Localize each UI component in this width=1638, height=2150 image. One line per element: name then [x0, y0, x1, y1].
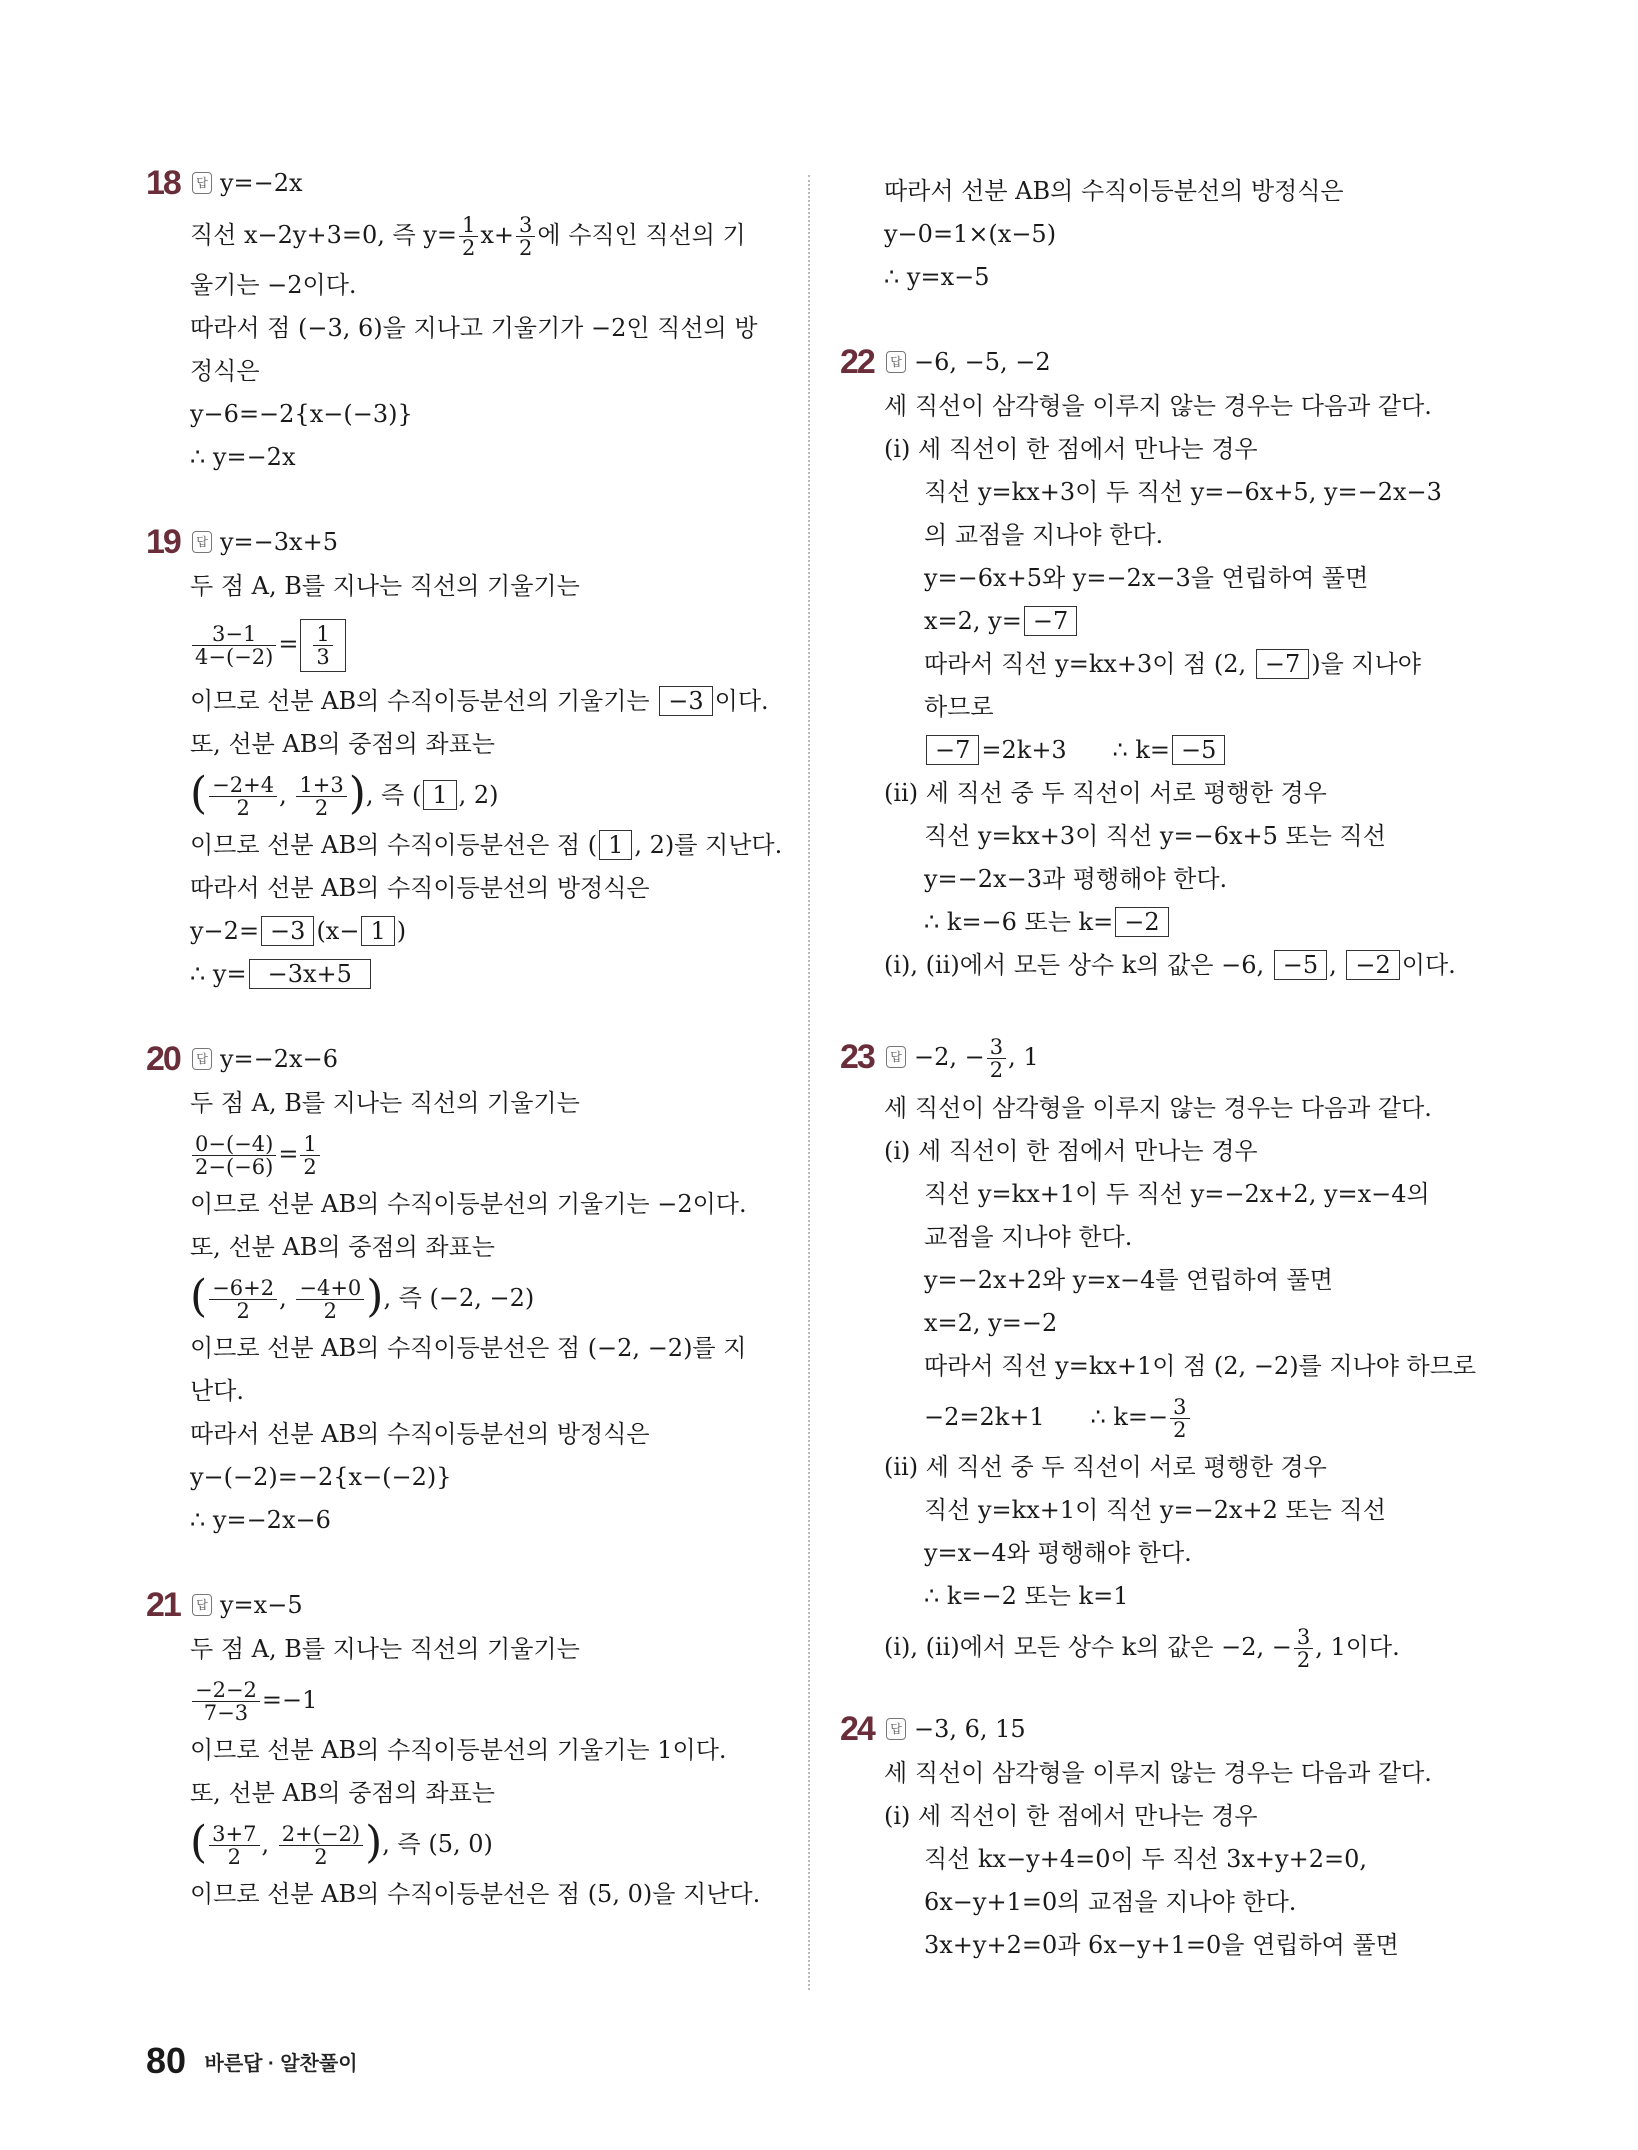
text: x=2, y=	[924, 607, 1022, 635]
blank-box: −7	[926, 735, 979, 765]
answer-text: y=−2x−6	[220, 1045, 338, 1073]
page-number: 80	[146, 2040, 187, 2081]
solution-line: 세 직선이 삼각형을 이루지 않는 경우는 다음과 같다.	[884, 1759, 1432, 1787]
text: , 즉 (−2, −2)	[383, 1284, 535, 1312]
fraction	[192, 623, 276, 668]
numerator: −6+2	[209, 1277, 277, 1300]
paren: (	[190, 1816, 208, 1868]
solution-line: y−0=1×(x−5)	[884, 220, 1057, 248]
solution-line: 따라서 선분 AB의 수직이등분선의 방정식은	[190, 1420, 650, 1448]
text: , 즉 (	[365, 781, 422, 809]
solution-line: (ⅰ) 세 직선이 한 점에서 만나는 경우	[884, 1802, 1258, 1830]
text: =	[278, 630, 299, 658]
text: ,	[279, 1284, 287, 1312]
blank-box: −2	[1115, 907, 1168, 937]
problem-number: 21	[146, 1586, 180, 1624]
fraction	[300, 1133, 319, 1178]
text: −2, −	[914, 1043, 985, 1071]
paren: (	[190, 767, 208, 819]
numerator: 1+3	[296, 774, 346, 797]
solution-line	[146, 608, 786, 680]
answer-text: −3, 6, 15	[914, 1715, 1026, 1743]
denominator: 7−3	[203, 1701, 249, 1725]
answer-text: y=−2x	[220, 169, 303, 197]
solution-line: ∴ y=−2x−6	[190, 1506, 331, 1534]
numerator: 3	[1294, 1626, 1313, 1649]
solution-line: 직선 y=kx+1이 직선 y=−2x+2 또는 직선	[924, 1496, 1386, 1524]
problem-21-continued	[840, 170, 1520, 299]
solution-line: 하므로	[924, 693, 994, 721]
text: , 2)	[458, 781, 499, 809]
book-title: 바른답 · 알찬풀이	[204, 2052, 358, 2075]
solution-line: 세 직선이 삼각형을 이루지 않는 경우는 다음과 같다.	[884, 392, 1432, 420]
text: )	[396, 917, 407, 945]
solution-line: 6x−y+1=0의 교점을 지나야 한다.	[924, 1888, 1297, 1916]
fraction	[209, 1277, 277, 1322]
fraction	[296, 774, 346, 819]
denominator: 2	[314, 1845, 328, 1869]
numerator: 1	[300, 1133, 319, 1156]
solution-line: 또, 선분 AB의 중점의 좌표는	[190, 1233, 495, 1261]
problem-header	[146, 1582, 786, 1628]
solution-line: 따라서 선분 AB의 수직이등분선의 방정식은	[884, 177, 1344, 205]
answer	[886, 1706, 1026, 1752]
problem-header	[840, 339, 1520, 385]
denominator: 2	[236, 1299, 250, 1323]
solution-line: (ⅱ) 세 직선 중 두 직선이 서로 평행한 경우	[884, 779, 1327, 807]
solution-line: 두 점 A, B를 지나는 직선의 기울기는	[190, 1089, 580, 1117]
denominator: 2	[303, 1155, 317, 1179]
text: =2k+3 ∴ k=	[981, 736, 1171, 764]
solution-line: 따라서 직선 y=kx+1이 점 (2, −2)를 지나야 하므로	[924, 1352, 1477, 1380]
numerator: 3	[987, 1036, 1006, 1059]
solution-line	[840, 643, 1520, 686]
text: −2=2k+1 ∴ k=−	[924, 1403, 1169, 1431]
problem-18	[146, 160, 786, 479]
left-column	[146, 160, 786, 1916]
fraction	[279, 1823, 363, 1868]
solution-line: 직선 kx−y+4=0이 두 직선 3x+y+2=0,	[924, 1845, 1367, 1873]
problem-number: 22	[840, 343, 874, 381]
text: , 1	[1008, 1043, 1039, 1071]
problem-header	[840, 1027, 1520, 1087]
blank-box	[300, 619, 345, 672]
numerator: −4+0	[296, 1277, 364, 1300]
text: 이다.	[714, 687, 769, 715]
solution-line: 교점을 지나야 한다.	[924, 1223, 1133, 1251]
solution-line	[146, 1815, 786, 1873]
solution-line	[840, 1618, 1520, 1676]
numerator: 1	[313, 623, 332, 646]
column-divider	[808, 175, 810, 1990]
solution-line: 두 점 A, B를 지나는 직선의 기울기는	[190, 572, 580, 600]
text: ∴ k=−6 또는 k=	[924, 908, 1114, 936]
problem-24	[840, 1706, 1520, 1967]
text: 직선 x−2y+3=0, 즉 y=	[190, 221, 457, 249]
solution-line: 이므로 선분 AB의 수직이등분선은 점 (5, 0)을 지난다.	[190, 1880, 761, 1908]
solution-line	[146, 766, 786, 824]
solution-line: 세 직선이 삼각형을 이루지 않는 경우는 다음과 같다.	[884, 1094, 1432, 1122]
numerator: −2−2	[192, 1679, 260, 1702]
problem-header	[146, 519, 786, 565]
paren: )	[365, 1816, 383, 1868]
solution-line: y=−2x+2와 y=x−4를 연립하여 풀면	[924, 1266, 1333, 1294]
answer	[886, 339, 1051, 385]
answer-mark-icon: 답	[192, 531, 212, 553]
numerator: 1	[459, 214, 478, 237]
solution-line: 직선 y=kx+3이 직선 y=−6x+5 또는 직선	[924, 822, 1386, 850]
denominator: 2	[1173, 1418, 1187, 1442]
text: (ⅰ), (ⅱ)에서 모든 상수 k의 값은 −2, −	[884, 1633, 1292, 1661]
fraction	[192, 1133, 276, 1178]
text: )을 지나야	[1311, 650, 1421, 678]
solution-line	[840, 1388, 1520, 1446]
paren: )	[366, 1270, 384, 1322]
solution-line: 두 점 A, B를 지나는 직선의 기울기는	[190, 1635, 580, 1663]
text: , 1이다.	[1315, 1633, 1400, 1661]
problem-number: 19	[146, 523, 180, 561]
problem-21	[146, 1582, 786, 1916]
blank-box: −5	[1172, 735, 1225, 765]
numerator: 3	[1170, 1396, 1189, 1419]
solution-line: 정식은	[190, 357, 260, 385]
solution-line: 난다.	[190, 1377, 244, 1405]
denominator: 2	[1296, 1648, 1311, 1672]
denominator: 2	[323, 1299, 338, 1323]
answer-mark-icon: 답	[192, 172, 212, 194]
problem-header	[146, 1036, 786, 1082]
solution-line: (ⅱ) 세 직선 중 두 직선이 서로 평행한 경우	[884, 1453, 1327, 1481]
solution-line: 또, 선분 AB의 중점의 좌표는	[190, 1779, 495, 1807]
solution-line	[146, 824, 786, 867]
text: y−2=	[190, 917, 260, 945]
solution-line: 울기는 −2이다.	[190, 271, 357, 299]
page-footer	[146, 2040, 358, 2082]
right-column	[840, 170, 1520, 1967]
solution-line	[146, 206, 786, 264]
denominator: 4−(−2)	[195, 645, 274, 669]
text: =	[278, 1140, 299, 1168]
fraction	[192, 1679, 260, 1724]
problem-header	[840, 1706, 1520, 1752]
answer-mark-icon: 답	[192, 1048, 212, 1070]
blank-box: −7	[1256, 649, 1309, 679]
blank-box: −7	[1024, 606, 1077, 636]
problem-number: 23	[840, 1038, 874, 1076]
problem-number: 24	[840, 1710, 874, 1748]
answer	[192, 160, 303, 206]
text: ∴ y=	[190, 960, 247, 988]
denominator: 2−(−6)	[195, 1155, 274, 1179]
answer-mark-icon: 답	[192, 1594, 212, 1616]
solution-line	[840, 944, 1520, 987]
fraction	[516, 214, 535, 259]
solution-line	[146, 910, 786, 953]
answer	[192, 1036, 338, 1082]
solution-line: y=−2x−3과 평행해야 한다.	[924, 865, 1228, 893]
problem-number: 18	[146, 164, 180, 202]
fraction	[1294, 1626, 1313, 1671]
solution-line: 따라서 점 (−3, 6)을 지나고 기울기가 −2인 직선의 방	[190, 314, 758, 342]
solution-line: ∴ y=−2x	[190, 443, 296, 471]
solution-line: 이므로 선분 AB의 수직이등분선의 기울기는 −2이다.	[190, 1190, 747, 1218]
text: 이므로 선분 AB의 수직이등분선은 점 (	[190, 831, 598, 859]
numerator: 3	[516, 214, 535, 237]
solution-line: 따라서 선분 AB의 수직이등분선의 방정식은	[190, 874, 650, 902]
solution-line	[840, 901, 1520, 944]
denominator: 2	[227, 1845, 242, 1869]
solution-line: (ⅰ) 세 직선이 한 점에서 만나는 경우	[884, 435, 1258, 463]
blank-box: −3	[261, 916, 314, 946]
text: , 즉 (5, 0)	[382, 1830, 493, 1858]
numerator: 0−(−4)	[192, 1133, 276, 1156]
problem-number: 20	[146, 1040, 180, 1078]
solution-line	[146, 1269, 786, 1327]
answer	[192, 519, 338, 565]
fraction	[987, 1036, 1006, 1081]
text: ,	[261, 1830, 270, 1858]
text: ,	[1329, 951, 1337, 979]
solution-line: y=−6x+5와 y=−2x−3을 연립하여 풀면	[924, 564, 1369, 592]
numerator: 3+7	[209, 1823, 259, 1846]
text: ,	[279, 781, 287, 809]
text: 이므로 선분 AB의 수직이등분선의 기울기는	[190, 687, 650, 715]
problem-23	[840, 1027, 1520, 1676]
solution-line: 이므로 선분 AB의 수직이등분선은 점 (−2, −2)를 지	[190, 1334, 747, 1362]
blank-box: −2	[1346, 950, 1399, 980]
answer-mark-icon: 답	[886, 1718, 906, 1740]
paren: (	[190, 1270, 208, 1322]
solution-line	[146, 680, 786, 723]
denominator: 3	[316, 645, 330, 669]
fraction	[1170, 1396, 1189, 1441]
text: x+	[480, 221, 514, 249]
solution-line: 3x+y+2=0과 6x−y+1=0을 연립하여 풀면	[924, 1931, 1399, 1959]
blank-box: −3	[659, 686, 712, 716]
solution-line: 직선 y=kx+1이 두 직선 y=−2x+2, y=x−4의	[924, 1180, 1430, 1208]
fraction	[313, 623, 332, 668]
numerator: 2+(−2)	[279, 1823, 363, 1846]
numerator: 3−1	[192, 623, 276, 646]
answer-mark-icon: 답	[886, 1046, 906, 1068]
answer-text: −6, −5, −2	[914, 348, 1051, 376]
answer-text: y=x−5	[220, 1591, 303, 1619]
text: =−1	[261, 1686, 318, 1714]
fraction	[209, 1823, 259, 1868]
blank-box: −3x+5	[249, 959, 371, 989]
fraction	[296, 1277, 364, 1322]
text: (ⅰ), (ⅱ)에서 모든 상수 k의 값은 −6,	[884, 951, 1265, 979]
problem-20	[146, 1036, 786, 1542]
paren: )	[348, 767, 366, 819]
text: 이다.	[1401, 951, 1456, 979]
solution-line: 의 교점을 지나야 한다.	[924, 521, 1164, 549]
problem-header	[146, 160, 786, 206]
solution-line: ∴ y=x−5	[884, 263, 990, 291]
fraction	[209, 774, 277, 819]
solution-line: y−6=−2{x−(−3)}	[190, 400, 413, 428]
blank-box: −5	[1274, 950, 1327, 980]
text: (x−	[316, 917, 360, 945]
answer	[192, 1582, 303, 1628]
problem-22	[840, 339, 1520, 987]
solution-line: y−(−2)=−2{x−(−2)}	[190, 1463, 452, 1491]
solution-line	[146, 1125, 786, 1183]
solution-line: (ⅰ) 세 직선이 한 점에서 만나는 경우	[884, 1137, 1258, 1165]
denominator: 2	[236, 796, 250, 820]
solution-line: 이므로 선분 AB의 수직이등분선의 기울기는 1이다.	[190, 1736, 727, 1764]
solution-line: x=2, y=−2	[924, 1309, 1058, 1337]
answer-mark-icon: 답	[886, 351, 906, 373]
solution-line	[840, 600, 1520, 643]
solution-line: y=x−4와 평행해야 한다.	[924, 1539, 1192, 1567]
denominator: 2	[314, 796, 329, 820]
solution-line	[840, 729, 1520, 772]
blank-box: 1	[599, 830, 632, 860]
numerator: −2+4	[209, 774, 277, 797]
fraction	[459, 214, 478, 259]
denominator: 2	[461, 236, 476, 260]
solution-line: ∴ k=−2 또는 k=1	[924, 1582, 1129, 1610]
problem-19	[146, 519, 786, 996]
answer-text: y=−3x+5	[220, 528, 338, 556]
solution-line	[146, 1671, 786, 1729]
answer	[886, 1027, 1039, 1087]
text: , 2)를 지난다.	[634, 831, 783, 859]
denominator: 2	[519, 236, 533, 260]
text: 에 수직인 직선의 기	[537, 221, 746, 249]
blank-box: 1	[361, 916, 394, 946]
denominator: 2	[989, 1058, 1004, 1082]
solution-line: 또, 선분 AB의 중점의 좌표는	[190, 730, 495, 758]
blank-box: 1	[423, 780, 456, 810]
solution-line: 직선 y=kx+3이 두 직선 y=−6x+5, y=−2x−3	[924, 478, 1442, 506]
solution-line	[146, 953, 786, 996]
text: 따라서 직선 y=kx+3이 점 (2,	[924, 650, 1247, 678]
